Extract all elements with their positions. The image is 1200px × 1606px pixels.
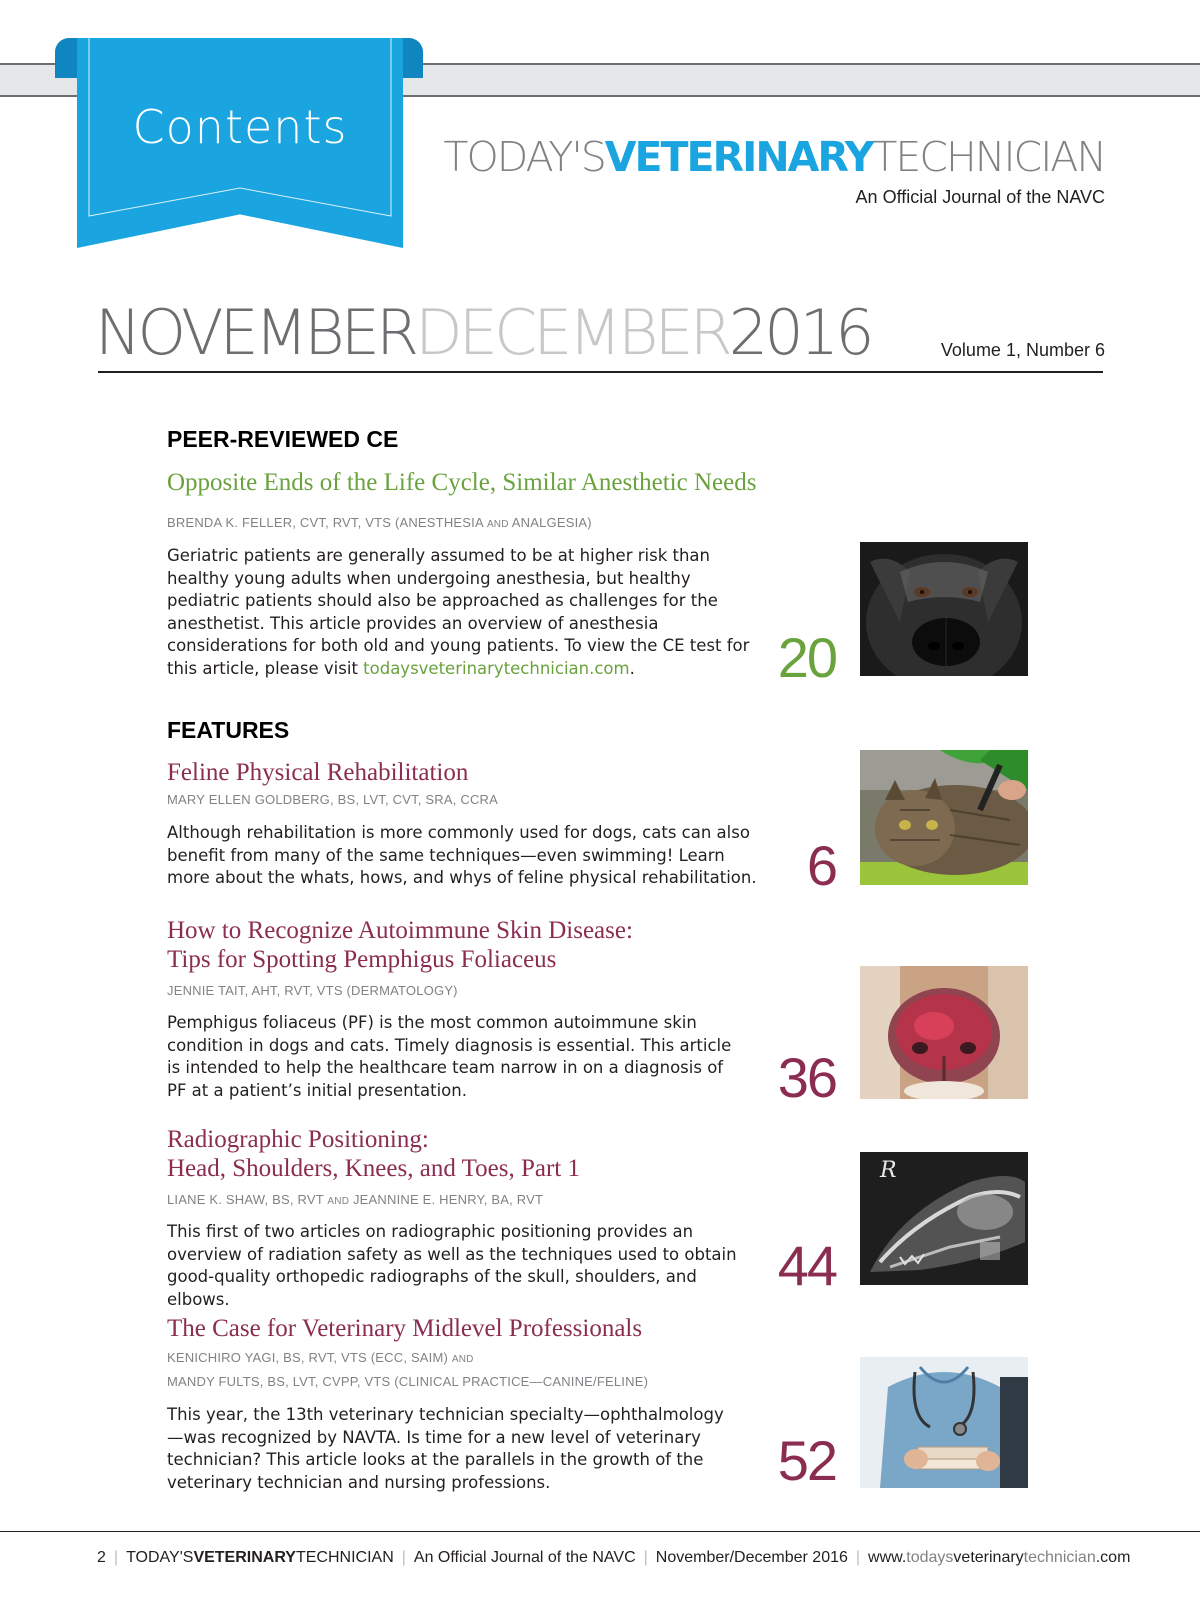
footer-technician: TECHNICIAN	[295, 1549, 394, 1566]
footer-divider	[0, 1531, 1200, 1532]
url-part: veterinary	[953, 1549, 1024, 1566]
description-text: Geriatric patients are generally assumed to be at higher risk than healthy young adults when undergoing anesthesia, but healthy pediatric patients should also be approached as challenges for the anesthetist. This article provides an overview of anesthesia considerations for both old and young patients. To view the CE test for this article, please visit	[167, 546, 750, 678]
article-title-radiographic[interactable]	[167, 1125, 580, 1183]
website-link[interactable]: todaysveterinarytechnician.com	[363, 658, 630, 678]
contents-title: Contents	[132, 100, 348, 154]
footer	[97, 1549, 1131, 1567]
url-part: www.	[868, 1549, 907, 1566]
title-line: Tips for Spotting Pemphigus Foliaceus	[167, 946, 557, 973]
xray-side-marker: R	[880, 1158, 897, 1183]
page-number-anesthesia[interactable]: 20	[777, 626, 836, 689]
description-end: .	[629, 658, 635, 678]
article-author-autoimmune: JENNIE TAIT, AHT, RVT, VTS (DERMATOLOGY)	[167, 983, 458, 998]
author-and: AND	[451, 1354, 474, 1365]
article-author-radiographic	[167, 1192, 543, 1207]
page-number-radiographic[interactable]: 44	[777, 1234, 836, 1297]
section-peer-reviewed: PEER-REVIEWED CE	[167, 426, 399, 452]
dog-nose-image	[860, 966, 1028, 1099]
article-author-anesthesia	[167, 515, 592, 530]
issue-year: 2016	[728, 296, 871, 369]
article-title-autoimmune[interactable]	[167, 916, 633, 974]
url-part: todays	[906, 1549, 954, 1566]
author-text: ANALGESIA)	[508, 515, 592, 530]
issue-month-1: NOVEMBER	[95, 296, 416, 369]
article-description-radiographic: This first of two articles on radiographic positioning provides an overview of radiation safety as well as the techniques used to obtain good-quality orthopedic radiographs of the skull, shoulders, and elbows.	[167, 1222, 737, 1309]
article-title-feline-rehab[interactable]: Feline Physical Rehabilitation	[167, 759, 469, 786]
author-and: AND	[486, 519, 509, 530]
author-text: KENICHIRO YAGI, BS, RVT, VTS (ECC, SAIM)	[167, 1350, 452, 1365]
masthead-todays: TODAY'S	[443, 133, 605, 181]
footer-page-number: 2	[97, 1549, 106, 1566]
page-number-feline-rehab[interactable]: 6	[806, 834, 836, 897]
section-features: FEATURES	[167, 717, 290, 743]
title-line: Head, Shoulders, Knees, and Toes, Part 1	[167, 1155, 580, 1182]
article-description-anesthesia	[167, 545, 767, 680]
skull-radiograph-image	[860, 1152, 1028, 1285]
page-number-midlevel[interactable]: 52	[777, 1429, 836, 1492]
tabby-cat-image	[860, 750, 1028, 885]
footer-journal: An Official Journal of the NAVC	[413, 1549, 636, 1566]
article-description-midlevel: This year, the 13th veterinary technician specialty—ophthalmology—was recognized by NAVTA. Is time for a new level of veterinary technician? This article looks at the parallels in the growth of the veterinary technician and nursing professions.	[167, 1405, 724, 1492]
author-text: BRENDA K. FELLER, CVT, RVT, VTS (ANESTHESIA	[167, 515, 487, 530]
volume-number: Volume 1, Number 6	[940, 340, 1105, 360]
footer-url[interactable]	[868, 1549, 1130, 1566]
issue-date	[95, 296, 871, 369]
article-author-midlevel	[167, 1350, 474, 1365]
url-part: technician	[1023, 1549, 1096, 1566]
issue-divider	[98, 371, 1103, 373]
footer-date: November/December 2016	[655, 1549, 848, 1566]
author-text: JEANNINE E. HENRY, BA, RVT	[349, 1192, 544, 1207]
author-text: LIANE K. SHAW, BS, RVT	[167, 1192, 328, 1207]
footer-separator: |	[113, 1549, 119, 1566]
title-line: How to Recognize Autoimmune Skin Disease:	[167, 917, 633, 944]
footer-separator: |	[401, 1549, 406, 1566]
title-line: Radiographic Positioning:	[167, 1126, 429, 1153]
url-part: .com	[1095, 1549, 1131, 1566]
footer-todays: TODAY'S	[126, 1549, 194, 1566]
technician-image	[860, 1357, 1028, 1488]
footer-separator: |	[855, 1549, 861, 1566]
issue-month-2: DECEMBER	[415, 296, 729, 369]
article-description-feline-rehab: Although rehabilitation is more commonly used for dogs, cats can also benefit from many of the same techniques—even swimming! Learn more about the whats, hows, and whys of feline physical rehabilitation.	[167, 823, 757, 887]
article-title-anesthesia[interactable]: Opposite Ends of the Life Cycle, Similar Anesthetic Needs	[167, 469, 757, 496]
contents-ribbon	[55, 38, 423, 248]
author-and: AND	[327, 1196, 350, 1207]
footer-veterinary: VETERINARY	[193, 1549, 296, 1566]
footer-separator: |	[643, 1549, 648, 1566]
masthead-technician: TECHNICIAN	[872, 133, 1105, 181]
article-author-midlevel-line2: MANDY FULTS, BS, LVT, CVPP, VTS (CLINICAL PRACTICE—CANINE/FELINE)	[167, 1374, 649, 1389]
masthead-veterinary: VETERINARY	[604, 133, 873, 181]
article-author-feline-rehab: MARY ELLEN GOLDBERG, BS, LVT, CVT, SRA, CCRA	[167, 792, 499, 807]
article-title-midlevel[interactable]: The Case for Veterinary Midlevel Professionals	[167, 1315, 643, 1342]
article-description-autoimmune: Pemphigus foliaceus (PF) is the most common autoimmune skin condition in dogs and cats. Timely diagnosis is essential. This article is intended to help the healthcare team narrow in on a diagnosis of PF at a patient’s initial presentation.	[167, 1013, 732, 1100]
masthead-subtitle: An Official Journal of the NAVC	[855, 187, 1105, 207]
senior-dog-image	[860, 542, 1028, 676]
masthead	[425, 133, 1105, 181]
page-number-autoimmune[interactable]: 36	[777, 1046, 836, 1109]
